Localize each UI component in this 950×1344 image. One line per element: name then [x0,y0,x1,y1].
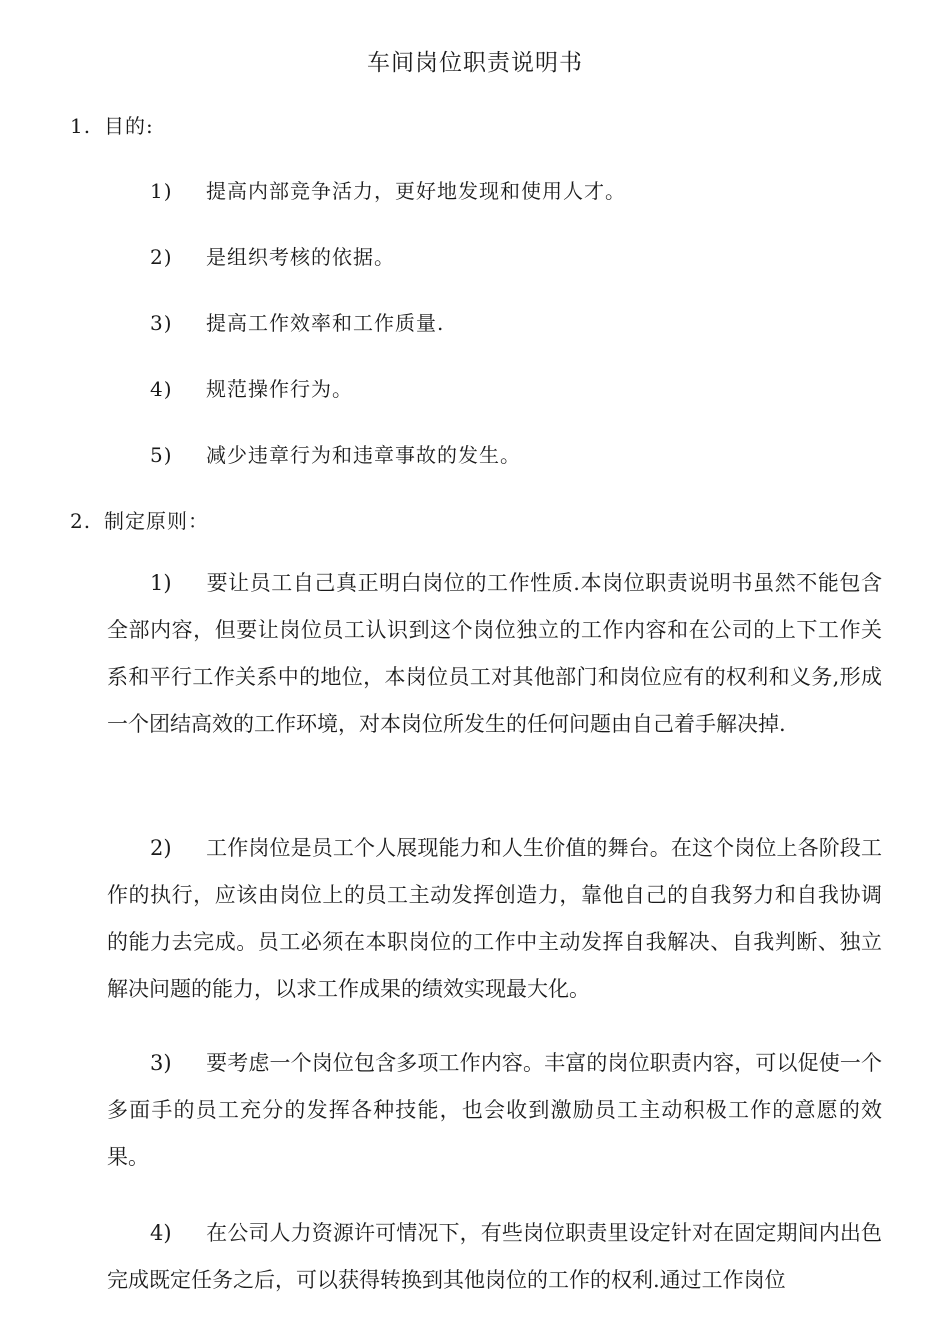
item-number: 4) [150,1221,172,1245]
principle-paragraph [107,1210,882,1304]
item-text: 要考虑一个岗位包含多项工作内容。丰富的岗位职责内容，可以促使一个多面手的员工充分的发挥各种技能，也会收到激励员工主动积极工作的意愿的效果。 [107,1051,882,1169]
section-number: 2. [70,509,92,533]
item-text: 减少违章行为和违章事故的发生。 [206,443,521,467]
item-number: 2) [150,836,172,860]
section-title: 制定原则： [104,509,209,533]
item-number: 3) [150,311,173,335]
item-text: 是组织考核的依据。 [206,245,395,269]
list-item [150,439,521,468]
section-heading-principles [70,505,209,534]
item-number: 1) [150,571,172,595]
section-number: 1. [70,114,92,138]
list-item [150,373,353,402]
list-item [150,241,395,270]
list-item [150,307,444,336]
principle-paragraph [107,825,882,1013]
document-title: 车间岗位职责说明书 [367,50,583,76]
section-title: 目的: [104,114,154,138]
item-number: 4) [150,377,173,401]
item-text: 在公司人力资源许可情况下，有些岗位职责里设定针对在固定期间内出色完成既定任务之后，可以获得转换到其他岗位的工作的权利.通过工作岗位 [107,1221,882,1292]
item-number: 1) [150,179,173,203]
item-number: 5) [150,443,173,467]
section-heading-purpose [70,110,154,139]
list-item [150,175,626,204]
item-text: 工作岗位是员工个人展现能力和人生价值的舞台。在这个岗位上各阶段工作的执行，应该由岗位上的员工主动发挥创造力，靠他自己的自我努力和自我协调的能力去完成。员工必须在本职岗位的工作中主动发挥自我解决、自我判断、独立解决问题的能力，以求工作成果的绩效实现最大化。 [107,836,882,1001]
item-text: 提高工作效率和工作质量. [206,311,445,335]
principle-paragraph [107,1040,882,1181]
item-text: 提高内部竞争活力，更好地发现和使用人才。 [206,179,626,203]
item-text: 规范操作行为。 [206,377,353,401]
principle-paragraph [107,560,882,748]
item-text: 要让员工自己真正明白岗位的工作性质.本岗位职责说明书虽然不能包含全部内容，但要让岗位员工认识到这个岗位独立的工作内容和在公司的上下工作关系和平行工作关系中的地位，本岗位员工对其他部门和岗位应有的权利和义务,形成一个团结高效的工作环境，对本岗位所发生的任何问题由自己着手解决掉. [107,571,882,736]
item-number: 2) [150,245,173,269]
item-number: 3) [150,1051,172,1075]
